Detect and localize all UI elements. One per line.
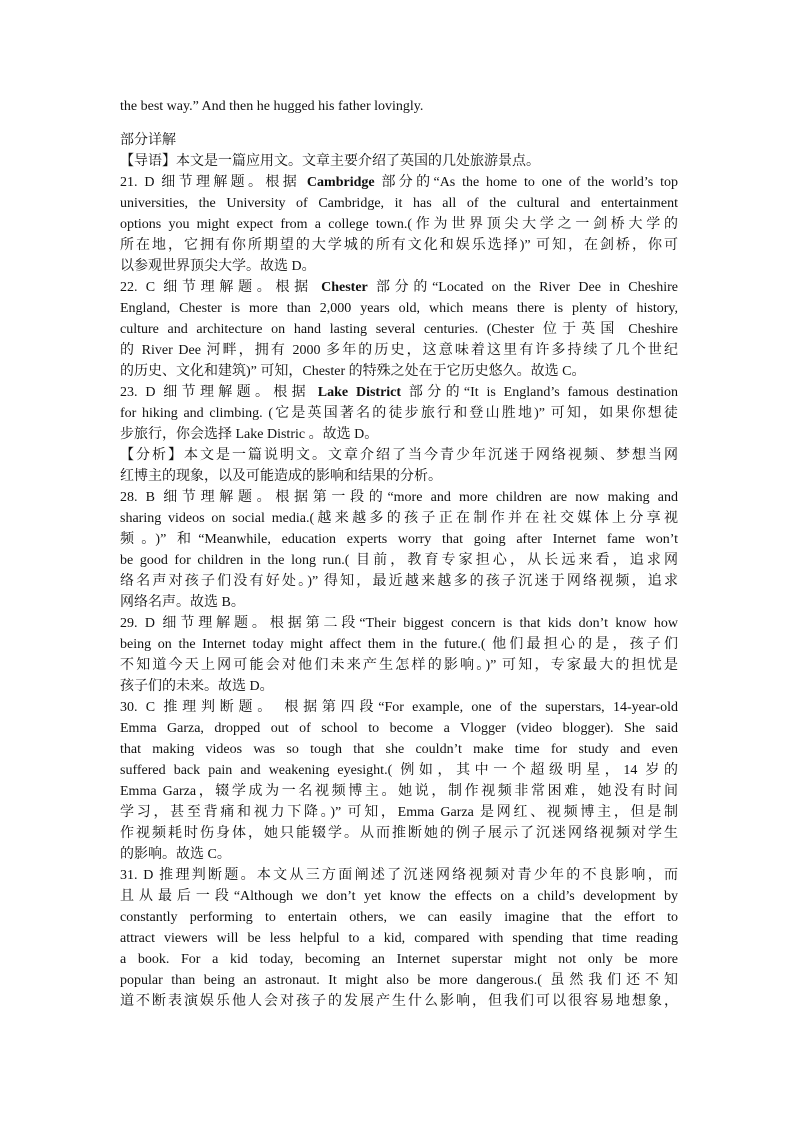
text-line: that making videos was so tough that she couldn’t make time for study and even (120, 742, 678, 757)
line-text: 部分的“It is England’s famous destination (401, 385, 678, 400)
text-line: the best way.” And then he hugged his father lovingly. (120, 99, 424, 114)
text-line: 作视频耗时伤身体，她只能辍学。从而推断她的例子展示了沉迷网络视频对学生 (120, 826, 678, 841)
text-line: 且从最后一段“Although we don’t yet know the effects on a child’s development by (120, 889, 678, 904)
text-line: a book. For a kid today, becoming an Internet superstar might not only be more (120, 952, 678, 967)
line-text: 22. C 细节理解题。根据 (120, 280, 322, 295)
text-line: 29. D 细节理解题。根据第二段“Their biggest concern is that kids don’t know how (120, 616, 678, 631)
text-line: options you might expect from a college town.(作为世界顶尖大学之一剑桥大学的 (120, 217, 678, 232)
text-line: 的影响。故选 C。 (120, 847, 231, 862)
text-line: attract viewers will be less helpful to a kid, compared with spending that time reading (120, 931, 678, 946)
text-line: England, Chester is more than 2,000 years old, which means there is plenty of history, (120, 301, 678, 316)
paragraph-gap (120, 117, 678, 130)
text-line: 红博主的现象，以及可能造成的影响和结果的分析。 (120, 469, 442, 484)
text-line: 不知道今天上网可能会对他们未来产生怎样的影响。)” 可知，专家最大的担忧是 (120, 658, 678, 673)
text-line (120, 172, 678, 193)
section-name: Cambridge (306, 175, 375, 190)
line-text: 部分的“Located on the River Dee in Cheshire (367, 280, 678, 295)
text-line: for hiking and climbing. (它是英国著名的徒步旅行和登山胜地)” 可知，如果你想徒 (120, 406, 678, 421)
text-line: constantly performing to entertain others, we can easily imagine that the effort to (120, 910, 678, 925)
text-line: 道不断表演娱乐他人会对孩子的发展产生什么影响，但我们可以很容易地想象， (120, 994, 678, 1009)
text-line: universities, the University of Cambridge, it has all of the cultural and entertainment (120, 196, 678, 211)
text-line: 步旅行，你会选择 Lake Distric 。故选 D。 (120, 427, 379, 442)
text-line: 28. B 细节理解题。根据第一段的“more and more children are now making and (120, 490, 678, 505)
text-line: 部分详解 (120, 133, 176, 148)
text-line: 所在地，它拥有你所期望的大学城的所有文化和娱乐选择)” 可知，在剑桥，你可 (120, 238, 678, 253)
text-line: popular than being an astronaut. It might also be more dangerous.( 虽然我们还不知 (120, 973, 678, 988)
text-line: Emma Garza，辍学成为一名视频博主。她说，制作视频非常困难，她没有时间 (120, 784, 678, 799)
section-name: Lake District (317, 385, 402, 400)
text-line: be good for children in the long run.( 目前，教育专家担心，从长远来看，追求网 (120, 553, 678, 568)
document-page (120, 96, 678, 1012)
line-text: 部分的“As the home to one of the world’s top (374, 175, 678, 190)
text-line: 【分析】本文是一篇说明文。文章介绍了当今青少年沉迷于网络视频、梦想当网 (120, 448, 678, 463)
text-line: 以参观世界顶尖大学。故选 D。 (120, 259, 316, 274)
text-line: 频。)” 和“Meanwhile, education experts worry that going after Internet fame won’t (120, 532, 678, 547)
text-line: 学习，甚至背痛和视力下降。)” 可知，Emma Garza 是网红、视频博主，但是制 (120, 805, 678, 820)
text-line (120, 382, 678, 403)
text-line: sharing videos on social media.(越来越多的孩子正在制作并在社交媒体上分享视 (120, 511, 678, 526)
text-line: 30. C 推理判断题。 根据第四段“For example, one of the superstars, 14-year-old (120, 700, 678, 715)
text-line: Emma Garza, dropped out of school to become a Vlogger (video blogger). She said (120, 721, 678, 736)
line-text: 23. D 细节理解题。根据 (120, 385, 318, 400)
text-line: 31. D 推理判断题。本文从三方面阐述了沉迷网络视频对青少年的不良影响，而 (120, 868, 678, 883)
text-line: being on the Internet today might affect them in the future.( 他们最担心的是，孩子们 (120, 637, 678, 652)
text-line: 孩子们的未来。故选 D。 (120, 679, 274, 694)
text-line: 的历史、文化和建筑)” 可知，Chester 的特殊之处在于它历史悠久。故选 C。 (120, 364, 586, 379)
text-line: suffered back pain and weakening eyesight.( 例如，其中一个超级明星，14 岁的 (120, 763, 678, 778)
text-line: 网络名声。故选 B。 (120, 595, 245, 610)
text-line: culture and architecture on hand lasting several centuries. (Chester 位于英国 Cheshire (120, 322, 678, 337)
text-line: 的 River Dee 河畔，拥有 2000 多年的历史，这意味着这里有许多持续了几个世纪 (120, 343, 678, 358)
text-line (120, 277, 678, 298)
text-line: 【导语】本文是一篇应用文。文章主要介绍了英国的几处旅游景点。 (120, 154, 540, 169)
section-name: Chester (321, 280, 368, 295)
line-text: 21. D 细节理解题。根据 (120, 175, 307, 190)
text-line: 络名声对孩子们没有好处。)” 得知，最近越来越多的孩子沉迷于网络视频，追求 (120, 574, 678, 589)
